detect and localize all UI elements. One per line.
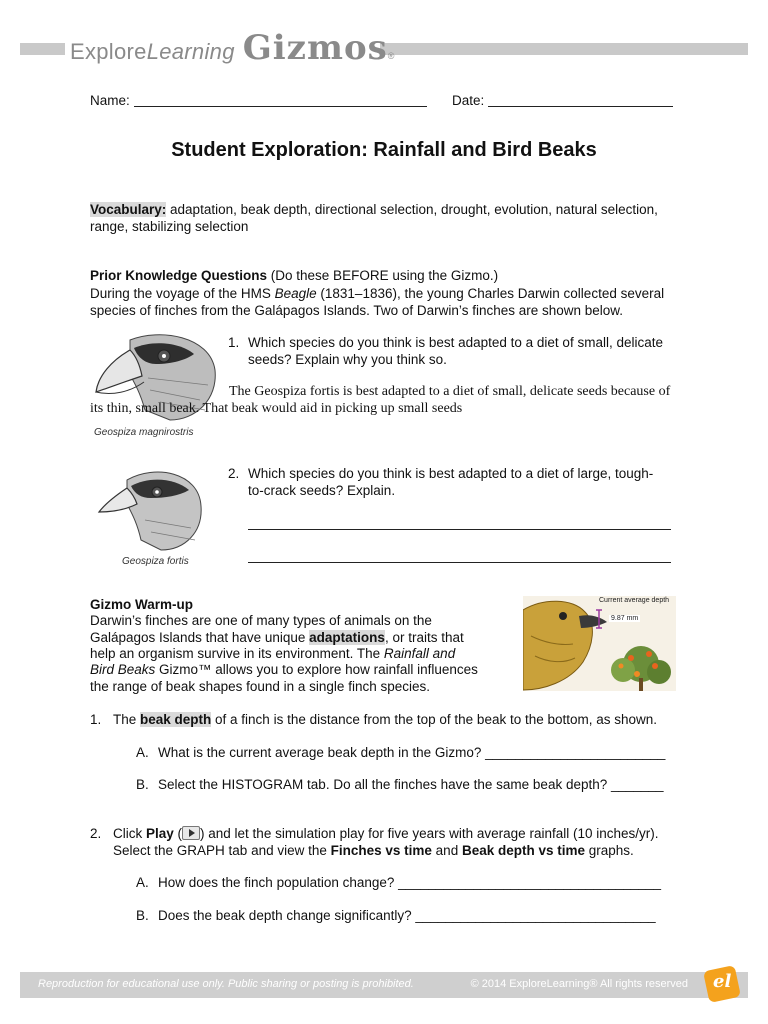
prior-knowledge-intro-1: During the voyage of the HMS Beagle (1831–1836), the young Charles Darwin collected several — [90, 286, 665, 301]
footer-reproduction-notice: Reproduction for educational use only. Public sharing or posting is prohibited. — [38, 978, 414, 990]
logo-explore: ExploreLearning — [70, 39, 235, 64]
name-field[interactable] — [134, 106, 427, 107]
header-bar-left — [20, 43, 65, 55]
warmup-line-5: the range of beak shapes found in a single finch species. — [90, 679, 430, 694]
vocabulary-line-1 — [90, 201, 658, 218]
bird2-caption: Geospiza fortis — [122, 556, 189, 567]
q2-line-1: Click Play ( ) and let the simulation play for five years with average rainfall (10 inches/yr). — [113, 826, 659, 841]
play-icon — [182, 826, 200, 840]
q1-number: 1. — [90, 712, 102, 727]
logo-gizmos: Gizmos — [242, 28, 388, 68]
q2-line-2: Select the GRAPH tab and view the Finches vs time and Beak depth vs time graphs. — [113, 843, 634, 858]
pk-q2-line-1: Which species do you think is best adapted to a diet of large, tough- — [248, 466, 654, 481]
warmup-line-1: Darwin’s finches are one of many types of animals on the — [90, 613, 432, 628]
warmup-heading: Gizmo Warm-up — [90, 597, 193, 612]
current-average-depth-label: Current average depth — [599, 597, 670, 604]
pk-q2-answer-line-1[interactable] — [248, 529, 671, 530]
vocabulary-terms-1: adaptation, beak depth, directional selection, drought, evolution, natural selection, — [166, 202, 658, 217]
footer-copyright: © 2014 ExploreLearning® All rights reserved — [470, 978, 688, 990]
warmup-line-2: Galápagos Islands that have unique adaptations, or traits that — [90, 630, 464, 645]
term-adaptations: adaptations — [309, 630, 385, 645]
explorelearning-badge-icon — [702, 962, 744, 1004]
pk-q2-number: 2. — [228, 466, 240, 481]
name-label: Name: — [90, 93, 130, 108]
q1-text: The beak depth of a finch is the distance from the top of the beak to the bottom, as shown. — [113, 712, 658, 727]
bird1-caption: Geospiza magnirostris — [94, 427, 194, 438]
q2B-letter: B. — [136, 908, 149, 923]
q1A-text[interactable]: What is the current average beak depth in the Gizmo? ________________________ — [158, 745, 666, 760]
current-average-depth-value: 9.87 mm — [611, 615, 639, 622]
q2A-letter: A. — [136, 875, 149, 890]
pk-q1-line-2: seeds? Explain why you think so. — [248, 352, 447, 367]
q2-number: 2. — [90, 826, 102, 841]
warmup-line-4: Bird Beaks Gizmo™ allows you to explore how rainfall influences — [90, 662, 478, 677]
q2A-text[interactable]: How does the finch population change? ___________________________________ — [158, 875, 661, 890]
prior-knowledge-note: (Do these BEFORE using the Gizmo.) — [267, 268, 499, 283]
prior-knowledge-heading — [90, 267, 498, 284]
footer-bar — [20, 972, 748, 998]
pk-q1-answer-2[interactable]: its thin, small beak. That beak would aid in picking up small seeds — [90, 401, 463, 416]
warmup-line-3: help an organism survive in its environment. The Rainfall and — [90, 646, 456, 661]
header-bar-right — [380, 43, 748, 55]
date-field[interactable] — [488, 106, 673, 107]
prior-knowledge-intro-2: species of finches from the Galápagos Islands. Two of Darwin’s finches are shown below. — [90, 303, 624, 318]
pk-q2-line-2: to-crack seeds? Explain. — [248, 483, 396, 498]
term-beak-depth: beak depth — [140, 712, 212, 727]
pk-q1-line-1: Which species do you think is best adapted to a diet of small, delicate — [248, 335, 663, 350]
q2B-text[interactable]: Does the beak depth change significantly? ________________________________ — [158, 908, 656, 923]
pk-q2-answer-line-2[interactable] — [248, 562, 671, 563]
q1B-text[interactable]: Select the HISTOGRAM tab. Do all the finches have the same beak depth? _______ — [158, 777, 664, 792]
pk-q1-number: 1. — [228, 335, 240, 350]
prior-knowledge-title: Prior Knowledge Questions — [90, 268, 268, 283]
q1A-letter: A. — [136, 745, 149, 760]
date-label: Date: — [452, 93, 485, 108]
explorelearning-gizmos-logo — [70, 28, 394, 68]
q1B-letter: B. — [136, 777, 149, 792]
finch-fortis-image — [95, 462, 205, 552]
pk-q1-answer-1[interactable]: The Geospiza fortis is best adapted to a diet of small, delicate seeds because of — [229, 384, 671, 399]
page-title: Student Exploration: Rainfall and Bird Beaks — [171, 139, 597, 161]
vocabulary-label: Vocabulary: — [90, 202, 167, 217]
logo-registered: ® — [387, 51, 395, 61]
vocabulary-line-2: range, stabilizing selection — [90, 219, 249, 234]
finch-and-tree-image — [523, 596, 676, 691]
badge-letters: el — [713, 971, 732, 992]
gizmo-finch-screenshot — [523, 596, 676, 691]
